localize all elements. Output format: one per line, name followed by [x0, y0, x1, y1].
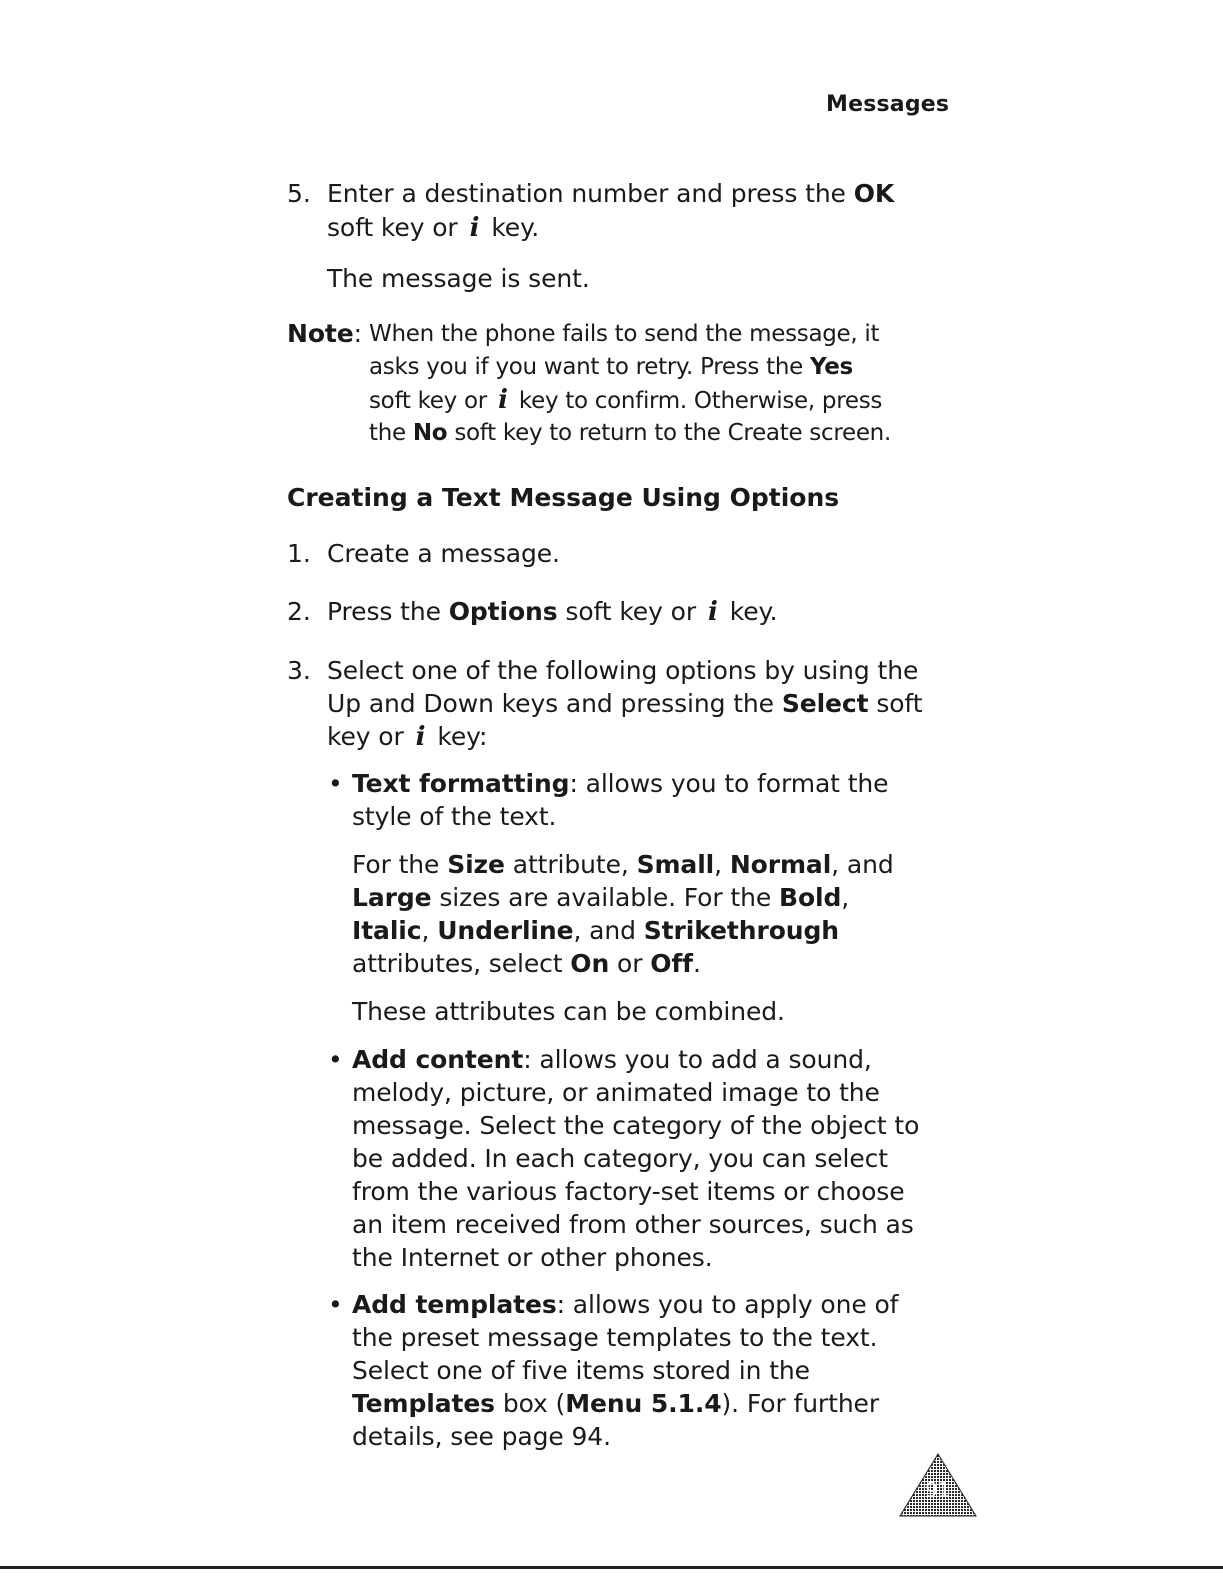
- list-item-text: Italic, Underline, and Strikethrough: [352, 916, 839, 945]
- list-item: Text formatting: allows you to format the: [352, 769, 889, 798]
- step-text: soft key or i key.: [327, 213, 540, 243]
- bottom-divider: [0, 1566, 1223, 1569]
- list-item-text: message. Select the category of the object to: [352, 1111, 920, 1140]
- step-text: key or i key:: [327, 722, 488, 752]
- step-number: 5.: [287, 179, 311, 208]
- bullet-icon: •: [328, 1290, 343, 1319]
- list-item-text: the Internet or other phones.: [352, 1243, 713, 1272]
- i-key-icon: i: [469, 213, 480, 243]
- i-key-icon: i: [498, 385, 508, 415]
- list-item-text: attributes, select On or Off.: [352, 949, 701, 978]
- list-item-text: Select one of five items stored in the: [352, 1356, 810, 1385]
- note-text: the No soft key to return to the Create screen.: [369, 420, 891, 446]
- step-text: Create a message.: [327, 539, 560, 568]
- bullet-icon: •: [328, 1045, 343, 1074]
- i-key-icon: i: [707, 597, 718, 627]
- list-item-text: Templates box (Menu 5.1.4). For further: [352, 1389, 880, 1418]
- list-item-text: be added. In each category, you can select: [352, 1144, 888, 1173]
- page-number: 91: [925, 1478, 951, 1502]
- list-item: Add templates: allows you to apply one of: [352, 1290, 899, 1319]
- list-item-text: These attributes can be combined.: [352, 997, 785, 1026]
- note-text: soft key or i key to confirm. Otherwise, press: [369, 385, 883, 415]
- note-text: When the phone fails to send the message, it: [369, 321, 880, 347]
- list-item: Add content: allows you to add a sound,: [352, 1045, 872, 1074]
- note-text: asks you if you want to retry. Press the Yes: [369, 354, 853, 380]
- list-item-text: Large sizes are available. For the Bold,: [352, 883, 850, 912]
- note-label: Note:: [287, 319, 362, 348]
- step-text: Enter a destination number and press the OK: [327, 179, 895, 208]
- list-item-text: an item received from other sources, such as: [352, 1210, 914, 1239]
- section-heading: Creating a Text Message Using Options: [287, 483, 840, 512]
- list-item-text: the preset message templates to the text.: [352, 1323, 878, 1352]
- step-text: Up and Down keys and pressing the Select soft: [327, 689, 923, 718]
- step-result: The message is sent.: [327, 264, 590, 293]
- list-item-text: from the various factory-set items or choose: [352, 1177, 905, 1206]
- step-number: 2.: [287, 597, 311, 626]
- step-number: 1.: [287, 539, 311, 568]
- step-text: Select one of the following options by using the: [327, 656, 919, 685]
- step-number: 3.: [287, 656, 311, 685]
- section-header: Messages: [826, 92, 950, 117]
- list-item-text: details, see page 94.: [352, 1422, 611, 1451]
- bullet-icon: •: [328, 769, 343, 798]
- list-item-text: melody, picture, or animated image to the: [352, 1078, 880, 1107]
- list-item-text: For the Size attribute, Small, Normal, and: [352, 850, 894, 879]
- i-key-icon: i: [415, 722, 426, 752]
- step-text: Press the Options soft key or i key.: [327, 597, 778, 627]
- list-item-text: style of the text.: [352, 802, 557, 831]
